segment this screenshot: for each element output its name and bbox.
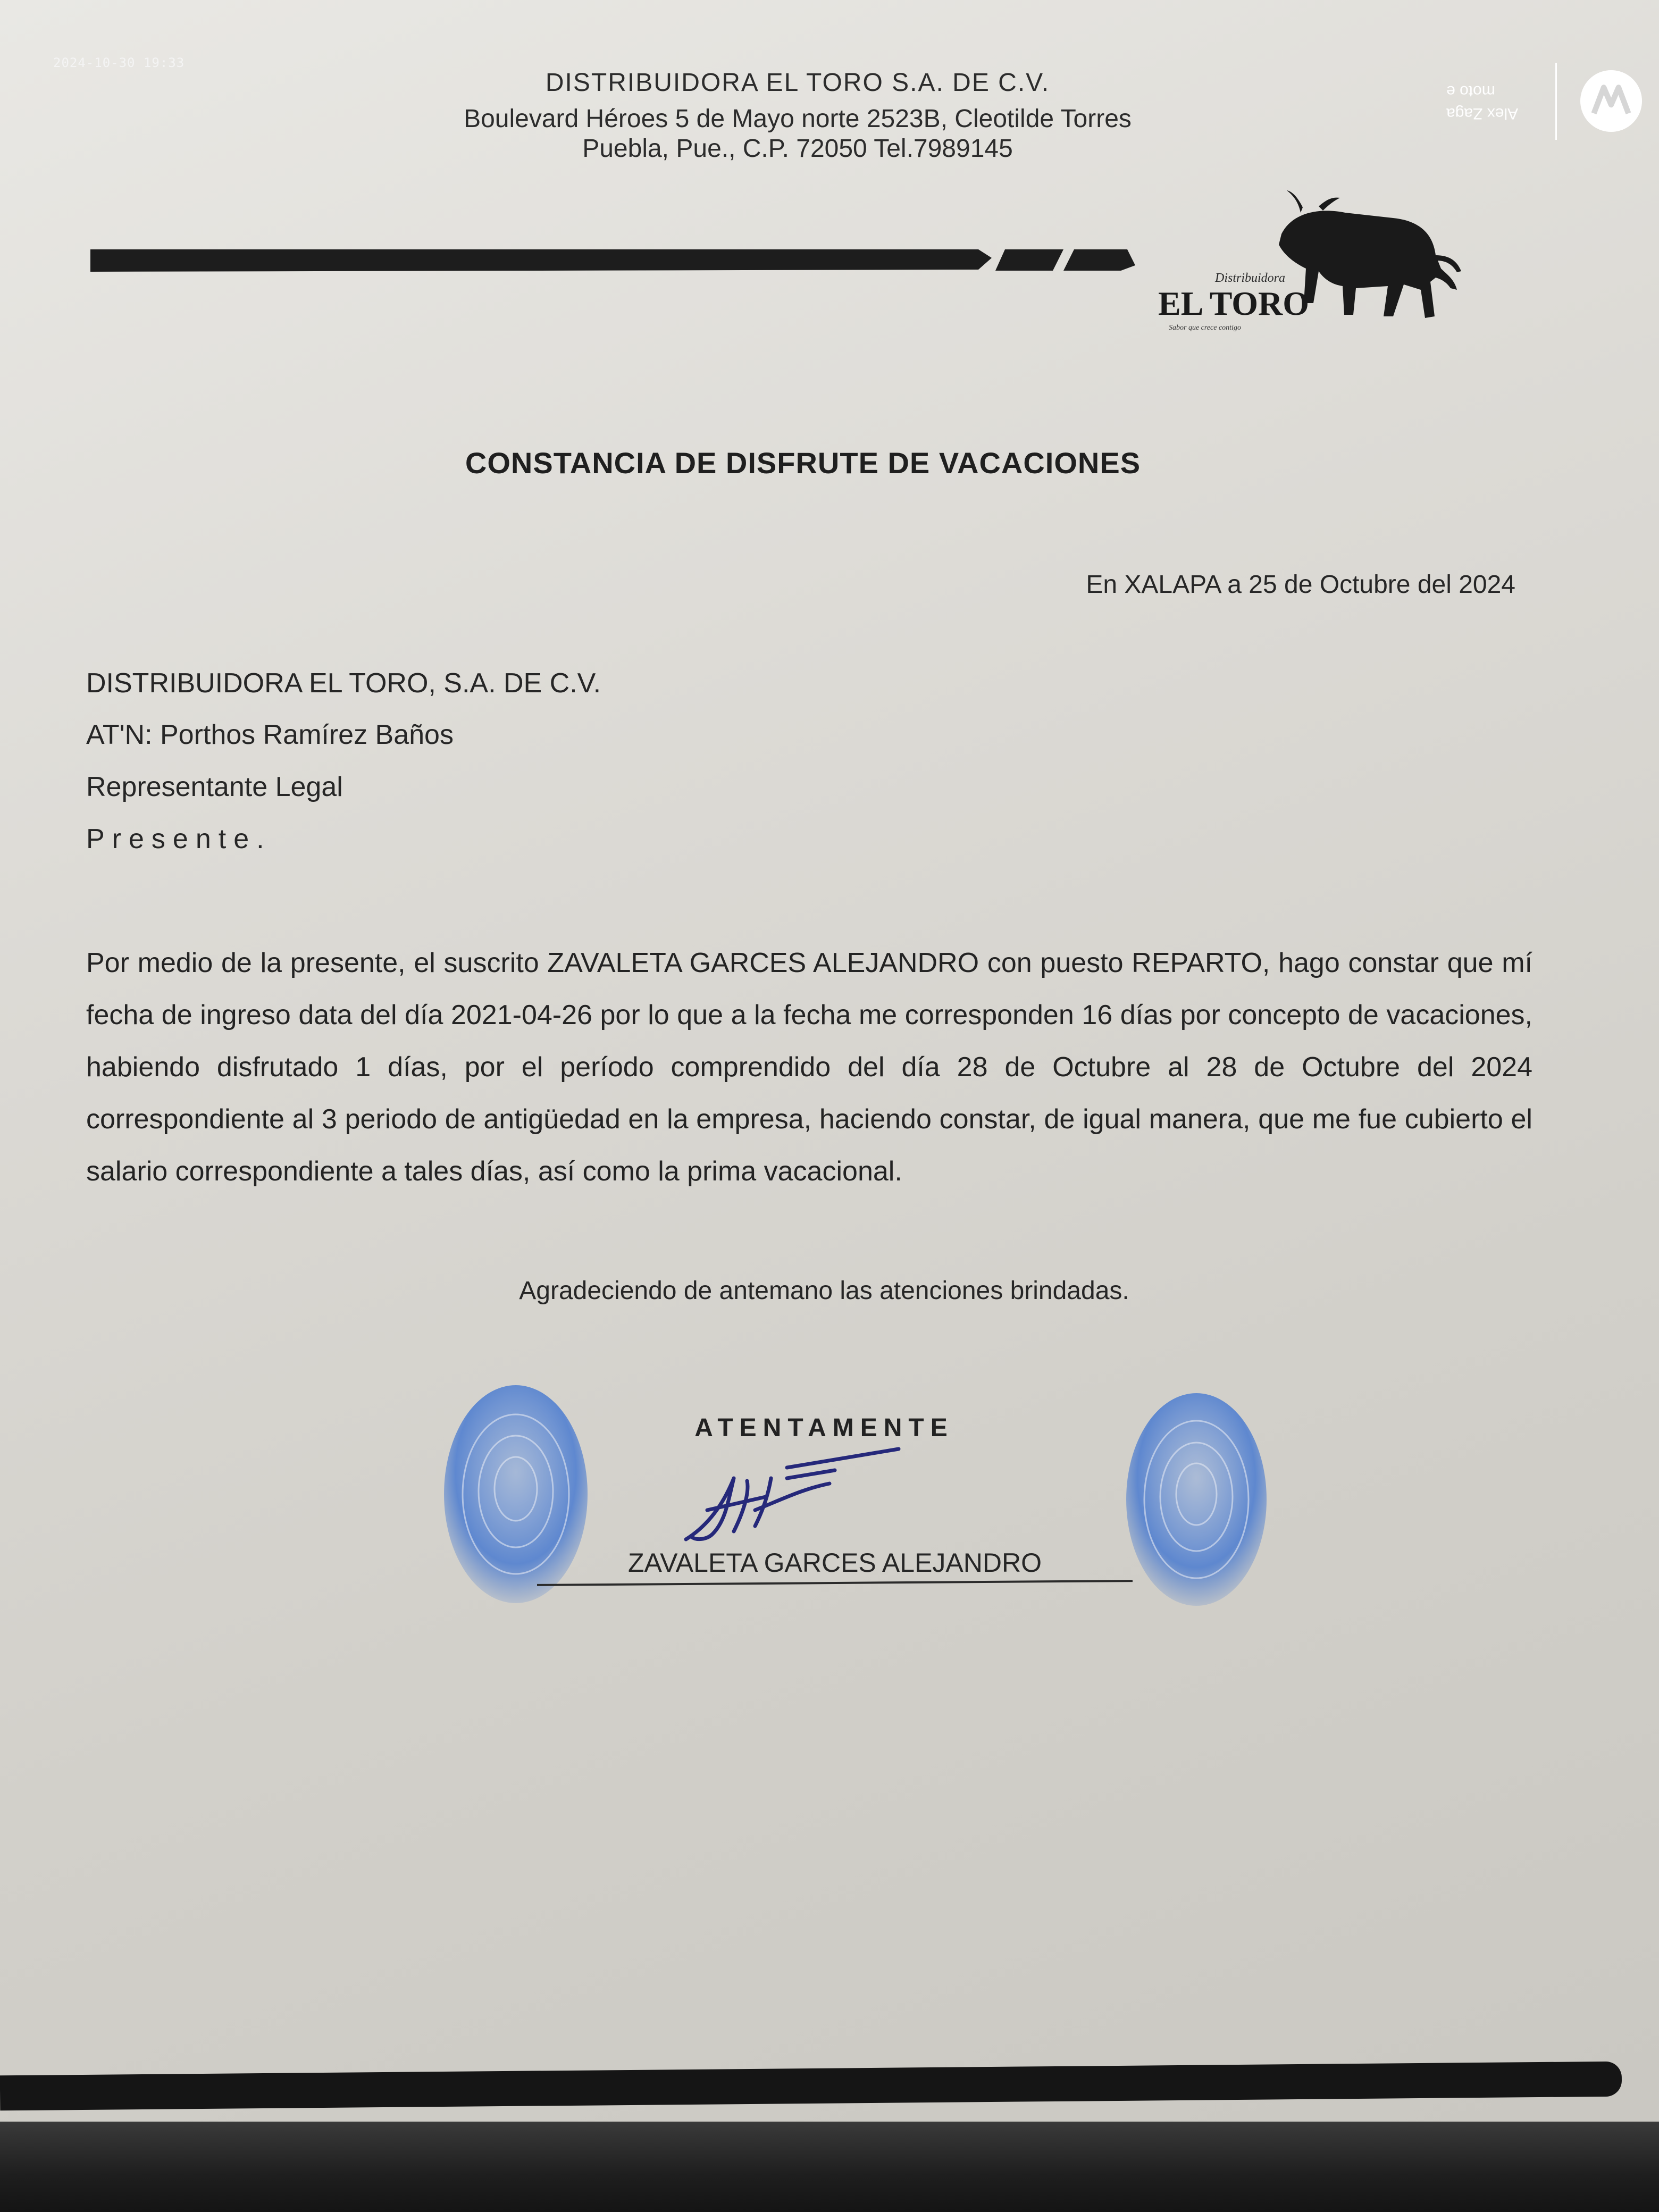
- document-date: En XALAPA a 25 de Octubre del 2024: [1086, 571, 1515, 599]
- footer-bar: [0, 2062, 1622, 2111]
- addressee-company: DISTRIBUIDORA EL TORO, S.A. DE C.V.: [86, 668, 601, 699]
- letterhead-city-phone: Puebla, Pue., C.P. 72050 Tel.7989145: [582, 135, 1013, 163]
- signer-name: ZAVALETA GARCES ALEJANDRO: [627, 1548, 1042, 1578]
- logo-tagline-text: Sabor que crece contigo: [1169, 324, 1241, 332]
- bottom-edge-shadow: [0, 2122, 1659, 2212]
- letterhead-bar: [85, 242, 1149, 279]
- logo-name-text: EL TORO: [1158, 284, 1309, 322]
- closing-thanks: Agradeciendo de antemano las atenciones brindadas.: [519, 1277, 1129, 1305]
- signature-line: [537, 1580, 1133, 1586]
- letterhead-address: Boulevard Héroes 5 de Mayo norte 2523B, Cleotilde Torres: [464, 105, 1132, 133]
- sign-off: ATENTAMENTE: [694, 1414, 954, 1442]
- camera-brand-icon: [1580, 70, 1642, 132]
- el-toro-logo: [1143, 175, 1473, 346]
- camera-author: Alex Zaga: [1446, 105, 1519, 122]
- document-title: CONSTANCIA DE DISFRUTE DE VACACIONES: [465, 446, 1141, 480]
- addressee-attention: AT'N: Porthos Ramírez Baños: [86, 719, 454, 750]
- addressee-present: Presente.: [86, 824, 272, 854]
- addressee-role: Representante Legal: [86, 772, 343, 802]
- handwritten-signature: [675, 1446, 909, 1547]
- camera-timestamp: 2024-10-30 19:33: [53, 55, 185, 70]
- camera-watermark-text: [1446, 80, 1563, 124]
- right-fingerprint: [1117, 1388, 1276, 1622]
- camera-watermark-divider: [1555, 63, 1557, 140]
- left-fingerprint: [436, 1382, 601, 1616]
- camera-device: moto e: [1446, 82, 1495, 100]
- body-paragraph: Por medio de la presente, el suscrito ZAVALETA GARCES ALEJANDRO con puesto REPARTO, hago constar que mí fecha de ingreso data del día 2021-04-26 por lo que a la fecha me corresponden 16 días por concepto de vacaciones, habiendo disfrutado 1 días, por el período comprendido del día 28 de Octubre al 28 de Octubre del 2024 correspondiente al 3 periodo de antigüedad en la empresa, haciendo constar, de igual manera, que me fue cubierto el salario correspondiente a tales días, así como la prima vacacional.: [86, 948, 1532, 1187]
- letterhead-company: DISTRIBUIDORA EL TORO S.A. DE C.V.: [545, 69, 1050, 97]
- logo-small-text: Distribuidora: [1215, 271, 1286, 285]
